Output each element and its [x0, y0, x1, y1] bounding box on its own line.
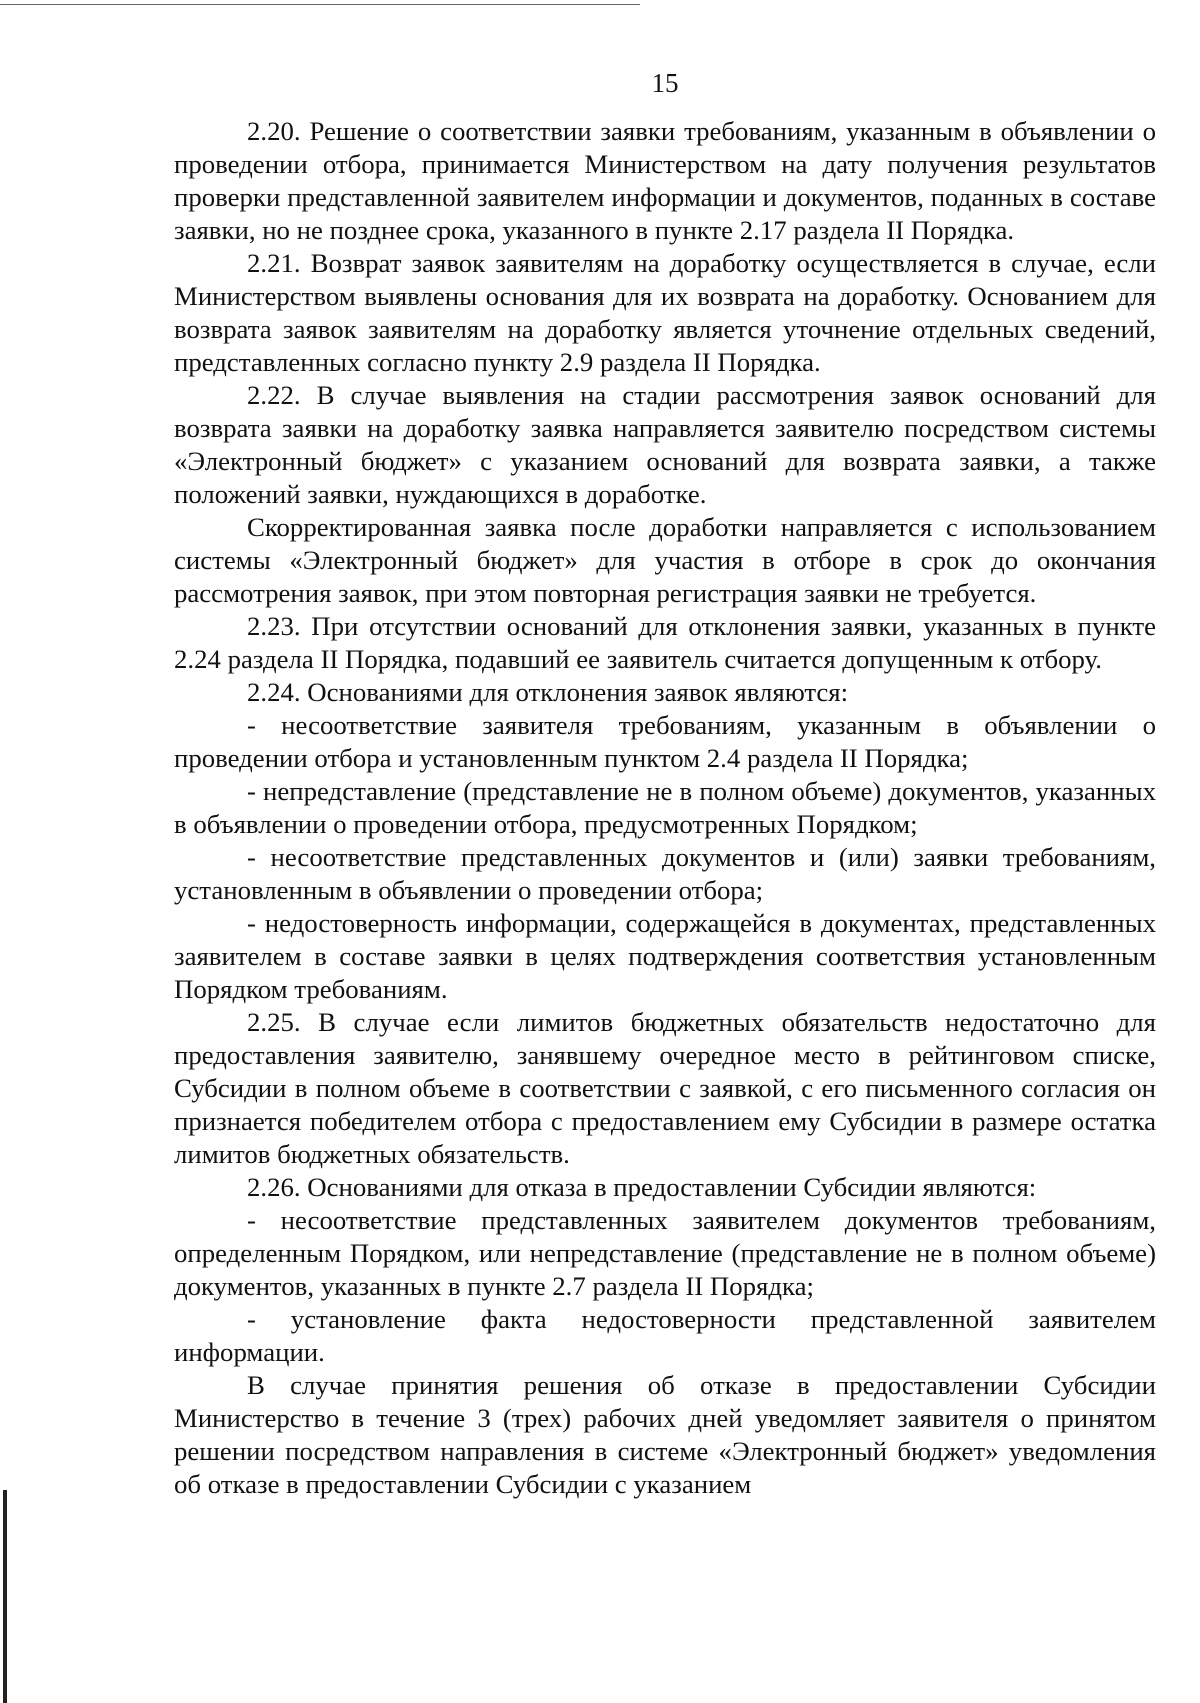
paragraph-2-21: 2.21. Возврат заявок заявителям на доработку осуществляется в случае, если Министерством выявлены основания для их возврата на доработку. Основанием для возврата заявок заявителям на доработку является уточнение отдельных сведений, представленных согласно пункту 2.9 раздела II Порядка. [174, 248, 1156, 377]
list-item-refusal-2: - установление факта недостоверности представленной заявителем информации. [174, 1304, 1156, 1367]
page-number: 15 [651, 68, 679, 98]
document-body [174, 115, 1156, 1501]
paragraph-2-23: 2.23. При отсутствии оснований для отклонения заявки, указанных в пункте 2.24 раздела II Порядка, подавший ее заявитель считается допущенным к отбору. [174, 611, 1156, 674]
list-item-rejection-2: - непредставление (представление не в полном объеме) документов, указанных в объявлении о проведении отбора, предусмотренных Порядком; [174, 776, 1156, 839]
list-item-rejection-1: - несоответствие заявителя требованиям, указанным в объявлении о проведении отбора и установленным пунктом 2.4 раздела II Порядка; [174, 710, 1156, 773]
paragraph-2-24: 2.24. Основаниями для отклонения заявок являются: [247, 677, 849, 707]
paragraph-2-25: 2.25. В случае если лимитов бюджетных обязательств недостаточно для предоставления заявителю, занявшему очередное место в рейтинговом списке, Субсидии в полном объеме в соответствии с заявкой, с его письменного согласия он признается победителем отбора с предоставлением ему Субсидии в размере остатка лимитов бюджетных обязательств. [174, 1007, 1156, 1169]
list-item-refusal-1: - несоответствие представленных заявителем документов требованиям, определенным Порядком, или непредставление (представление не в полном объеме) документов, указанных в пункте 2.7 раздела II Порядка; [174, 1205, 1156, 1301]
paragraph-refusal-notice: В случае принятия решения об отказе в предоставлении Субсидии Министерство в течение 3 (трех) рабочих дней уведомляет заявителя о принятом решении посредством направления в системе «Электронный бюджет» уведомления об отказе в предоставлении Субсидии с указанием [174, 1370, 1156, 1499]
paragraph-2-20: 2.20. Решение о соответствии заявки требованиям, указанным в объявлении о проведении отбора, принимается Министерством на дату получения результатов проверки представленной заявителем информации и документов, поданных в составе заявки, но не позднее срока, указанного в пункте 2.17 раздела II Порядка. [174, 116, 1156, 245]
list-item-rejection-4: - недостоверность информации, содержащейся в документах, представленных заявителем в составе заявки в целях подтверждения соответствия установленным Порядком требованиям. [174, 908, 1156, 1004]
paragraph-2-26: 2.26. Основаниями для отказа в предоставлении Субсидии являются: [247, 1172, 1037, 1202]
list-item-rejection-3: - несоответствие представленных документов и (или) заявки требованиям, установленным в объявлении о проведении отбора; [174, 842, 1156, 905]
paragraph-2-22: 2.22. В случае выявления на стадии рассмотрения заявок оснований для возврата заявки на доработку заявка направляется заявителю посредством системы «Электронный бюджет» с указанием оснований для возврата заявки, а также положений заявки, нуждающихся в доработке. [174, 380, 1156, 509]
scan-left-edge [3, 1490, 7, 1703]
paragraph-corrected-application: Скорректированная заявка после доработки направляется с использованием системы «Электронный бюджет» для участия в отборе в срок до окончания рассмотрения заявок, при этом повторная регистрация заявки не требуется. [174, 512, 1156, 608]
scan-top-rule [0, 4, 640, 5]
